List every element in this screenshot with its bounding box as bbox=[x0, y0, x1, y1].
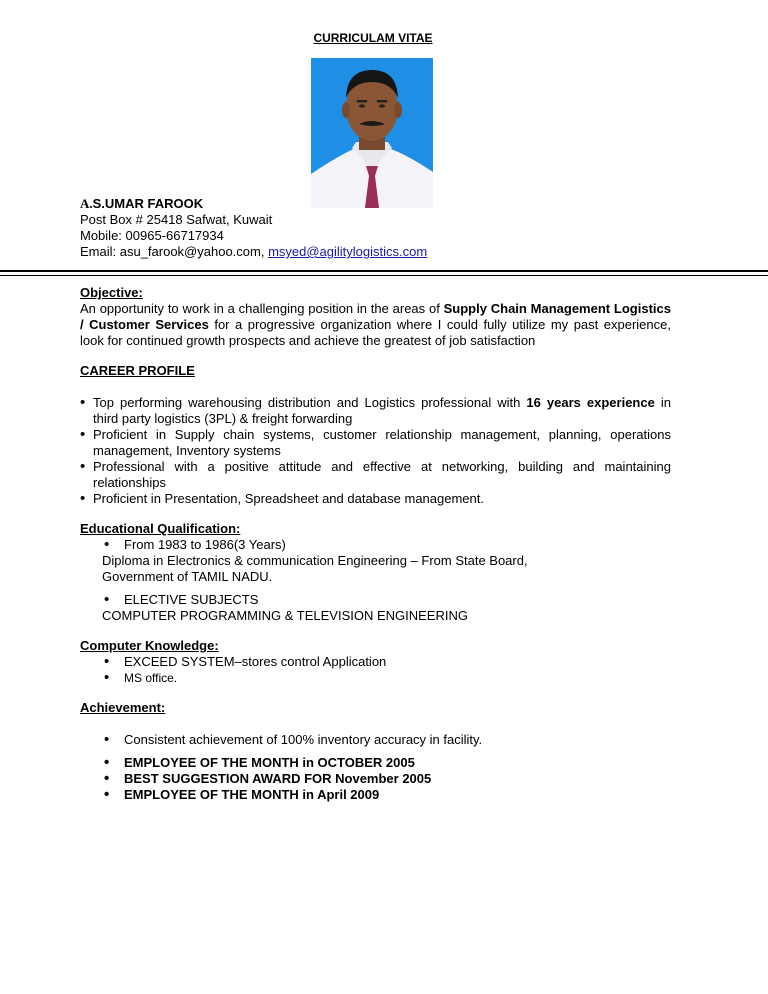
list-item: • BEST SUGGESTION AWARD FOR November 2005 bbox=[102, 771, 671, 787]
list-item: • From 1983 to 1986(3 Years) bbox=[102, 537, 671, 553]
education-list bbox=[80, 592, 671, 608]
education-heading: Educational Qualification: bbox=[80, 521, 241, 536]
education-board: Government of TAMIL NADU. bbox=[102, 569, 273, 584]
document-title: CURRICULAM VITAE bbox=[313, 31, 433, 45]
objective-text: An opportunity to work in a challenging position in the areas of Supply Chain Management Logistics / Customer Services for a progressive organization where I could fully utilize my past experience, look for continued growth prospects and achieve the greatest of job satisfaction bbox=[80, 301, 671, 348]
profile-photo bbox=[311, 58, 433, 208]
header-divider-thick bbox=[0, 270, 768, 272]
list-item: • Proficient in Presentation, Spreadsheet and database management. bbox=[80, 491, 671, 507]
elective-subjects: COMPUTER PROGRAMMING & TELEVISION ENGINEERING bbox=[102, 608, 468, 623]
contact-block bbox=[80, 196, 680, 260]
mobile-line: Mobile: 00965-66717934 bbox=[80, 228, 224, 243]
achievement-list bbox=[80, 755, 671, 803]
career-profile-list bbox=[80, 395, 671, 507]
computer-knowledge-list bbox=[80, 654, 671, 686]
list-item: • Top performing warehousing distribution and Logistics professional with 16 years experience in third party logistics (3PL) & freight forwarding bbox=[80, 395, 671, 427]
address-line: Post Box # 25418 Safwat, Kuwait bbox=[80, 212, 273, 227]
achievement-heading: Achievement: bbox=[80, 700, 166, 715]
list-item: • ELECTIVE SUBJECTS bbox=[102, 592, 671, 608]
header-divider-thin bbox=[0, 275, 768, 276]
list-item: • Proficient in Supply chain systems, customer relationship management, planning, operations management, Inventory systems bbox=[80, 427, 671, 459]
candidate-name: A.S.UMAR FAROOK bbox=[80, 196, 204, 211]
list-item: • EMPLOYEE OF THE MONTH in OCTOBER 2005 bbox=[102, 755, 671, 771]
resume-content bbox=[80, 285, 671, 803]
list-item: • EMPLOYEE OF THE MONTH in April 2009 bbox=[102, 787, 671, 803]
career-profile-heading: CAREER PROFILE bbox=[80, 363, 195, 378]
education-list bbox=[80, 537, 671, 553]
objective-heading: Objective: bbox=[80, 285, 143, 300]
list-item: • EXCEED SYSTEM–stores control Application bbox=[102, 654, 671, 670]
list-item: • Professional with a positive attitude and effective at networking, building and maintaining relationships bbox=[80, 459, 671, 491]
achievement-list bbox=[80, 732, 671, 748]
email-line: Email: asu_farook@yahoo.com, msyed@agilitylogistics.com bbox=[80, 244, 428, 259]
computer-knowledge-heading: Computer Knowledge: bbox=[80, 638, 219, 653]
list-item: • MS office. bbox=[102, 670, 671, 686]
email-link[interactable]: msyed@agilitylogistics.com bbox=[268, 244, 428, 259]
education-detail: Diploma in Electronics & communication Engineering – From State Board, bbox=[102, 553, 528, 568]
list-item: • Consistent achievement of 100% inventory accuracy in facility. bbox=[102, 732, 671, 748]
